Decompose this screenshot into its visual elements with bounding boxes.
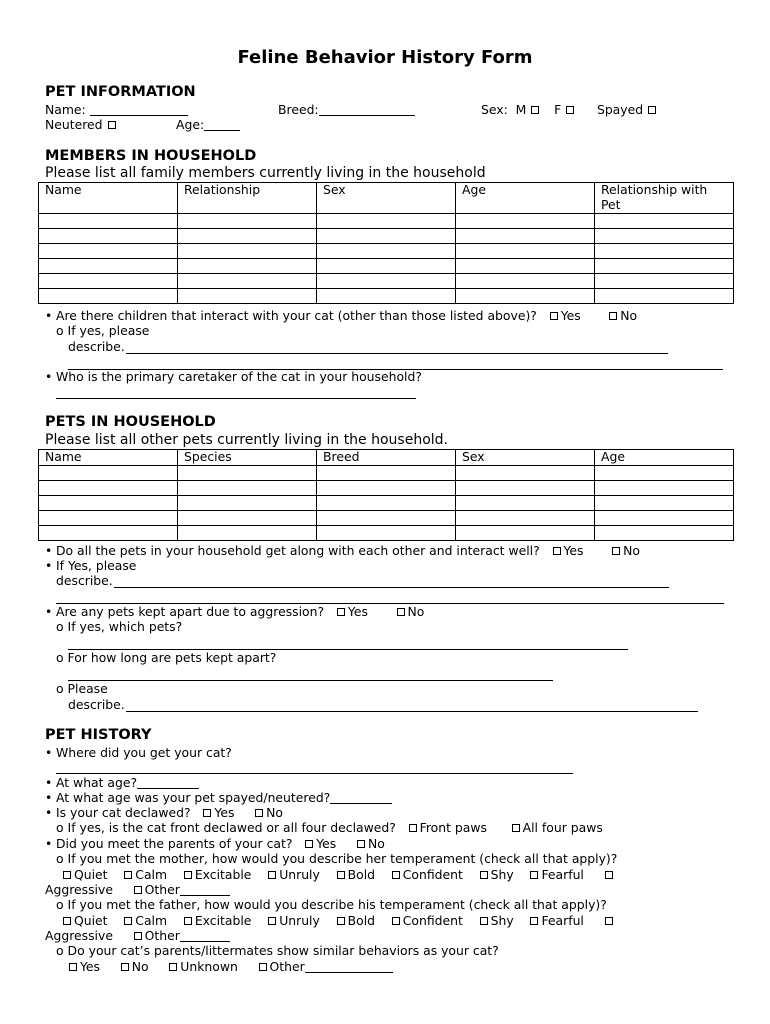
mother-aggressive-other [45,882,230,897]
column-header: Name [39,183,178,214]
table-row[interactable] [39,495,734,510]
temperament-label: Shy [490,867,514,882]
no-label: No [620,308,638,323]
similar-other-blank[interactable] [305,960,393,973]
neutered-label: Neutered [45,117,103,132]
sub-bullet: o [56,323,64,338]
table-row[interactable] [39,480,734,495]
similar-unknown-checkbox[interactable] [169,963,177,971]
age-question: • At what age? [45,775,199,790]
father-aggressive-checkbox[interactable] [605,917,613,925]
breed-field[interactable] [278,102,415,117]
front-declawed-question [56,820,603,835]
temperament-label: Calm [135,913,168,928]
get-along-no-checkbox[interactable] [612,547,620,555]
column-header: Name [39,450,178,466]
column-header: Sex [317,183,456,214]
where-line[interactable] [56,773,573,774]
declawed-no-checkbox[interactable] [255,809,263,817]
temperament-label: Confident [402,867,463,882]
where-question: • Where did you get your cat? [45,745,232,760]
where-question-text: Where did you get your cat? [56,745,232,760]
temperament-label: Unruly [279,913,320,928]
spay-age-question-text: At what age was your pet spayed/neutered? [56,790,331,805]
front-paws-label: Front paws [419,820,487,835]
father-other-checkbox[interactable] [134,932,142,940]
mother-question [56,851,617,866]
unknown-label: Unknown [180,959,238,974]
aggressive-label: Aggressive [45,928,113,943]
breed-label: Breed: [278,102,319,117]
sub-bullet: o [56,851,64,866]
get-along-question-text: Do all the pets in your household get along with each other and interact well? [56,543,540,558]
father-excitable-checkbox[interactable] [184,917,192,925]
pets-heading: PETS IN HOUSEHOLD [45,414,216,430]
page-title: Feline Behavior History Form [237,47,533,68]
no-label: No [623,543,640,558]
similar-question [56,943,499,958]
female-checkbox[interactable] [566,106,574,114]
caretaker-question-text: Who is the primary caretaker of the cat in your household? [56,369,422,384]
temperament-label: Bold [347,913,375,928]
how-long-line[interactable] [68,680,553,681]
sub-bullet: o [56,650,64,665]
household-instruction: Please list all family members currently living in the household [45,165,486,181]
breed-blank[interactable] [319,103,415,116]
temperament-label: Quiet [74,867,108,882]
father-unruly-checkbox[interactable] [268,917,276,925]
similar-question-text: Do your cat’s parents/littermates show similar behaviors as your cat? [67,943,499,958]
father-question [56,897,607,912]
describe-label: describe. [56,573,113,588]
children-describe-line[interactable] [126,353,668,354]
please-describe-line[interactable] [126,711,698,712]
sub-bullet: o [56,897,64,912]
history-heading: PET HISTORY [45,727,152,743]
declawed-question: • Is your cat declawed? Yes No [45,805,283,820]
apart-yes-checkbox[interactable] [337,608,345,616]
other-label: Other [144,928,180,943]
front-declawed-text: If yes, is the cat front declawed or all four declawed? [67,820,396,835]
column-header: Age [456,183,595,214]
if-yes-label: If Yes, please [56,558,137,573]
pets-instruction: Please list all other pets currently living in the household. [45,432,448,448]
how-long-text: For how long are pets kept apart? [67,650,277,665]
yes-label: Yes [347,604,368,619]
temperament-label: Fearful [541,913,584,928]
similar-yes-checkbox[interactable] [69,963,77,971]
mother-question-text: If you met the mother, how would you describe her temperament (check all that apply)? [67,851,618,866]
mother-aggressive-checkbox[interactable] [605,871,613,879]
table-row[interactable] [39,465,734,480]
parents-no-checkbox[interactable] [357,840,365,848]
front-paws-checkbox[interactable] [409,824,417,832]
male-label: M [515,102,527,117]
please-describe [56,681,108,696]
sex-label: Sex: [481,102,508,117]
sub-bullet: o [56,943,64,958]
describe-label: describe. [68,697,125,712]
get-along-yes-checkbox[interactable] [553,547,561,555]
table-row[interactable] [39,244,734,259]
mother-confident-checkbox[interactable] [392,871,400,879]
please-describe-2 [68,697,125,712]
temperament-label: Quiet [74,913,108,928]
children-yes-checkbox[interactable] [550,312,558,320]
parents-yes-checkbox[interactable] [305,840,313,848]
name-blank[interactable] [90,103,188,116]
children-question-text: Are there children that interact with your cat (other than those listed above)? [56,308,537,323]
other-label: Other [144,882,180,897]
table-row[interactable] [39,274,734,289]
household-table [38,182,734,304]
father-quiet-checkbox[interactable] [63,917,71,925]
father-aggressive-other [45,928,230,943]
yes-label: Yes [563,543,584,558]
similar-options [68,959,393,974]
no-label: No [266,805,283,820]
father-fearful-checkbox[interactable] [530,917,538,925]
all-four-paws-checkbox[interactable] [512,824,520,832]
describe-label: describe. [68,339,125,354]
apart-no-checkbox[interactable] [397,608,405,616]
spayed-label: Spayed [596,102,644,117]
aggressive-label: Aggressive [45,882,113,897]
father-temperament-options [62,913,616,928]
neutered-checkbox[interactable] [108,121,116,129]
temperament-label: Excitable [194,913,252,928]
table-header-row [39,450,734,466]
if-yes-label: If yes, please [67,323,150,338]
table-row[interactable] [39,214,734,229]
spay-age-question: • At what age was your pet spayed/neutered? [45,790,392,805]
father-other-blank[interactable] [180,929,230,942]
mother-excitable-checkbox[interactable] [184,871,192,879]
how-long-question [56,650,276,665]
column-header: Age [595,450,734,466]
name-field[interactable] [45,102,188,117]
name-label: Name: [45,102,86,117]
pet-info-heading: PET INFORMATION [45,84,196,100]
column-header: Breed [317,450,456,466]
household-heading: MEMBERS IN HOUSEHOLD [45,148,257,164]
children-describe [68,339,125,354]
mother-bold-checkbox[interactable] [337,871,345,879]
mother-quiet-checkbox[interactable] [63,871,71,879]
sub-bullet: o [56,820,64,835]
mother-other-blank[interactable] [180,883,230,896]
sex-field [481,102,659,117]
sub-bullet: o [56,619,64,634]
which-pets-text: If yes, which pets? [67,619,183,634]
similar-other-checkbox[interactable] [259,963,267,971]
get-along-describe-line[interactable] [114,587,669,588]
spayed-checkbox[interactable] [648,106,656,114]
yes-label: Yes [316,836,337,851]
declawed-question-text: Is your cat declawed? [56,805,191,820]
temperament-label: Shy [490,913,514,928]
age-label: Age: [176,117,205,132]
column-header: Species [178,450,317,466]
mother-calm-checkbox[interactable] [124,871,132,879]
table-row[interactable] [39,525,734,540]
father-calm-checkbox[interactable] [124,917,132,925]
sub-bullet: o [56,681,64,696]
no-label: No [131,959,149,974]
mother-unruly-checkbox[interactable] [268,871,276,879]
temperament-label: Unruly [279,867,320,882]
please-label: Please [67,681,108,696]
table-row[interactable] [39,289,734,304]
all-four-paws-label: All four paws [522,820,603,835]
table-row[interactable] [39,229,734,244]
table-header-row [39,183,734,214]
female-label: F [554,102,562,117]
mother-temperament-options [62,867,616,882]
pets-table [38,449,734,541]
children-if-yes [56,323,149,338]
similar-no-checkbox[interactable] [121,963,129,971]
caretaker-question: • Who is the primary caretaker of the cat in your household? [45,369,422,384]
children-question: • Are there children that interact with your cat (other than those listed above)? Yes No [45,308,638,323]
mother-other-checkbox[interactable] [134,886,142,894]
table-row[interactable] [39,510,734,525]
spay-age-blank[interactable] [330,791,392,804]
yes-label: Yes [80,959,101,974]
age-field[interactable] [176,117,240,132]
male-checkbox[interactable] [531,106,539,114]
table-row[interactable] [39,259,734,274]
no-label: No [367,836,385,851]
column-header: Relationship with Pet [595,183,734,214]
declawed-yes-checkbox[interactable] [203,809,211,817]
get-along-question: • Do all the pets in your household get along with each other and interact well? Yes No [45,543,640,558]
get-along-describe [56,573,113,588]
temperament-label: Bold [347,867,375,882]
parents-question: • Did you meet the parents of your cat? Yes No [45,836,385,851]
get-along-if-yes: • If Yes, please [45,558,137,573]
parents-question-text: Did you meet the parents of your cat? [56,836,293,851]
age-question-text: At what age? [56,775,138,790]
father-confident-checkbox[interactable] [392,917,400,925]
column-header: Sex [456,450,595,466]
age-blank[interactable] [204,118,240,131]
temperament-label: Calm [135,867,168,882]
mother-fearful-checkbox[interactable] [530,871,538,879]
neutered-field [45,117,119,132]
temperament-label: Confident [402,913,463,928]
no-label: No [407,604,425,619]
temperament-label: Excitable [194,867,252,882]
yes-label: Yes [214,805,235,820]
age-answer-blank[interactable] [137,776,199,789]
father-question-text: If you met the father, how would you describe his temperament (check all that apply)? [67,897,607,912]
children-no-checkbox[interactable] [609,312,617,320]
temperament-label: Fearful [541,867,584,882]
other-label: Other [269,959,305,974]
which-pets-question [56,619,182,634]
caretaker-line[interactable] [56,398,416,399]
father-bold-checkbox[interactable] [337,917,345,925]
yes-label: Yes [560,308,581,323]
apart-question: • Are any pets kept apart due to aggression? Yes No [45,604,425,619]
apart-question-text: Are any pets kept apart due to aggression? [56,604,325,619]
column-header: Relationship [178,183,317,214]
mother-shy-checkbox[interactable] [480,871,488,879]
father-shy-checkbox[interactable] [480,917,488,925]
